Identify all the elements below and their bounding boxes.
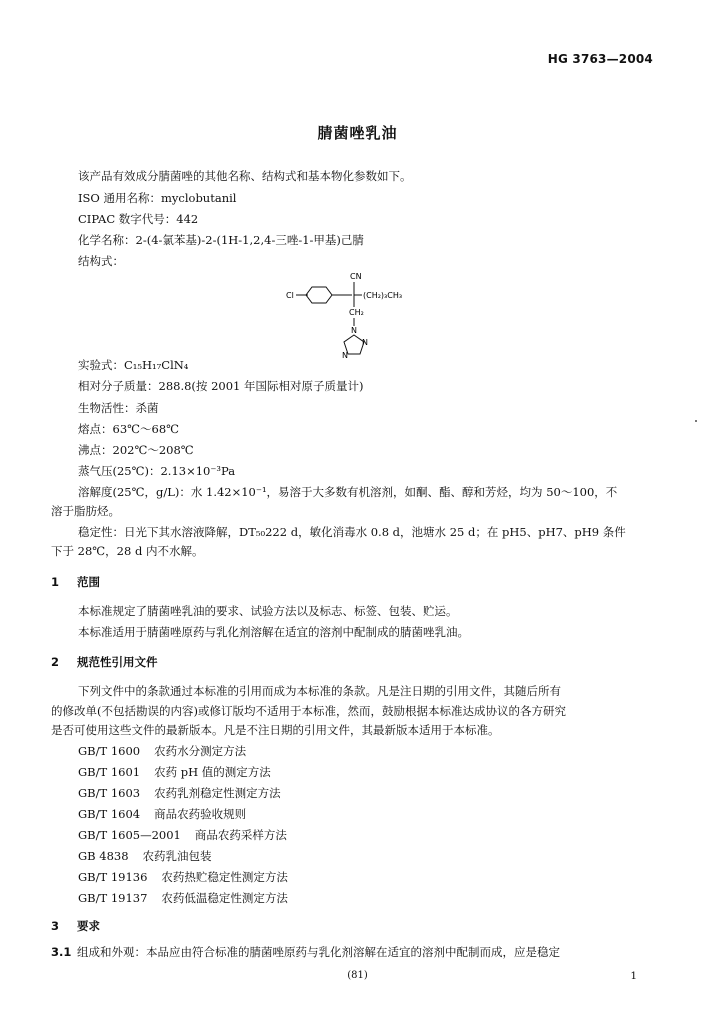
scan-speck	[695, 420, 697, 422]
reference-item	[78, 827, 287, 843]
reference-title: 农药水分测定方法	[154, 744, 247, 758]
references-paragraph-3: 是否可使用这些文件的最新版本。凡是不注日期的引用文件，其最新版本适用于本标准。	[51, 723, 500, 737]
reference-item	[78, 764, 271, 780]
section-title: 要求	[77, 919, 100, 933]
stability-line-2: 下于 28℃，28 d 内不水解。	[51, 544, 204, 558]
structure-label: 结构式：	[78, 254, 124, 268]
references-paragraph-1: 下列文件中的条款通过本标准的引用而成为本标准的条款。凡是注日期的引用文件，其随后所有	[78, 684, 561, 698]
structural-formula	[286, 262, 436, 362]
vapor-pressure: 蒸气压(25℃)：2.13×10⁻³Pa	[78, 464, 236, 478]
triazole-n1-label: N	[351, 326, 357, 335]
reference-item	[78, 869, 288, 885]
melting-point: 熔点：63℃～68℃	[78, 422, 179, 436]
section-title: 范围	[77, 575, 100, 589]
reference-title: 农药热贮稳定性测定方法	[161, 870, 288, 884]
reference-item	[78, 743, 246, 759]
methylene-label: CH₂	[349, 308, 364, 317]
molecular-mass: 相对分子质量：288.8(按 2001 年国际相对原子质量计)	[78, 379, 364, 393]
reference-title: 农药低温稳定性测定方法	[161, 891, 288, 905]
reference-item	[78, 806, 246, 822]
stability-line-1: 稳定性：日光下其水溶液降解，DT₅₀222 d，敏化消毒水 0.8 d，池塘水 25 d；在 pH5、pH7、pH9 条件	[78, 525, 626, 539]
page-number: 1	[630, 970, 637, 982]
section-heading-references	[51, 654, 158, 670]
references-paragraph-2: 的修改单(不包括勘误的内容)或修订版均不适用于本标准，然而，鼓励根据本标准达成协议的各方研究	[51, 704, 566, 718]
triazole-n4-label: N	[342, 351, 348, 360]
reference-code: GB/T 19137	[78, 891, 148, 905]
section-heading-requirements	[51, 918, 100, 934]
standard-code: HG 3763—2004	[547, 52, 653, 66]
reference-title: 农药乳油包装	[142, 849, 212, 863]
bioactivity: 生物活性：杀菌	[78, 401, 159, 415]
cipac-code: CIPAC 数字代号：442	[78, 212, 199, 226]
nitrile-label: CN	[350, 272, 362, 281]
intro-line: 该产品有效成分腈菌唑的其他名称、结构式和基本物化参数如下。	[78, 169, 412, 183]
reference-code: GB 4838	[78, 849, 129, 863]
iso-name: ISO 通用名称：myclobutanil	[78, 191, 237, 205]
formula: 实验式：C₁₅H₁₇ClN₄	[78, 358, 189, 372]
reference-code: GB/T 1604	[78, 807, 141, 821]
reference-code: GB/T 1601	[78, 765, 141, 779]
triazole-n2-label: N	[362, 338, 368, 347]
reference-code: GB/T 1600	[78, 744, 141, 758]
chlorine-label: Cl	[286, 291, 294, 300]
reference-title: 农药乳剂稳定性测定方法	[154, 786, 281, 800]
solubility-line-1: 溶解度(25℃，g/L)：水 1.42×10⁻¹，易溶于大多数有机溶剂，如酮、酯、醇和芳烃，均为 50～100，不	[78, 485, 618, 499]
butyl-chain-label: (CH₂)₃CH₃	[363, 291, 403, 300]
chemical-name: 化学名称：2-(4-氯苯基)-2-(1H-1,2,4-三唑-1-甲基)己腈	[78, 233, 364, 247]
section-number: 2	[51, 655, 60, 669]
clause-text: 组成和外观：本品应由符合标准的腈菌唑原药与乳化剂溶解在适宜的溶剂中配制而成，应是稳定	[77, 945, 560, 959]
reference-code: GB/T 1603	[78, 786, 141, 800]
reference-title: 商品农药采样方法	[194, 828, 287, 842]
page-reference: (81)	[347, 970, 368, 981]
reference-code: GB/T 1605—2001	[78, 828, 181, 842]
reference-item	[78, 848, 212, 864]
scope-paragraph-2: 本标准适用于腈菌唑原药与乳化剂溶解在适宜的溶剂中配制成的腈菌唑乳油。	[78, 625, 469, 639]
scope-paragraph-1: 本标准规定了腈菌唑乳油的要求、试验方法以及标志、标签、包装、贮运。	[78, 604, 458, 618]
reference-title: 农药 pH 值的测定方法	[154, 765, 271, 779]
clause-3-1	[51, 944, 560, 960]
section-number: 1	[51, 575, 60, 589]
section-heading-scope	[51, 574, 100, 590]
document-title: 腈菌唑乳油	[317, 124, 398, 142]
reference-item	[78, 785, 281, 801]
reference-title: 商品农药验收规则	[154, 807, 247, 821]
reference-code: GB/T 19136	[78, 870, 148, 884]
clause-number: 3.1	[51, 945, 72, 959]
solubility-line-2: 溶于脂肪烃。	[51, 504, 120, 518]
boiling-point: 沸点：202℃～208℃	[78, 443, 194, 457]
reference-item	[78, 890, 288, 906]
section-number: 3	[51, 919, 60, 933]
section-title: 规范性引用文件	[77, 655, 158, 669]
benzene-ring	[306, 287, 332, 303]
